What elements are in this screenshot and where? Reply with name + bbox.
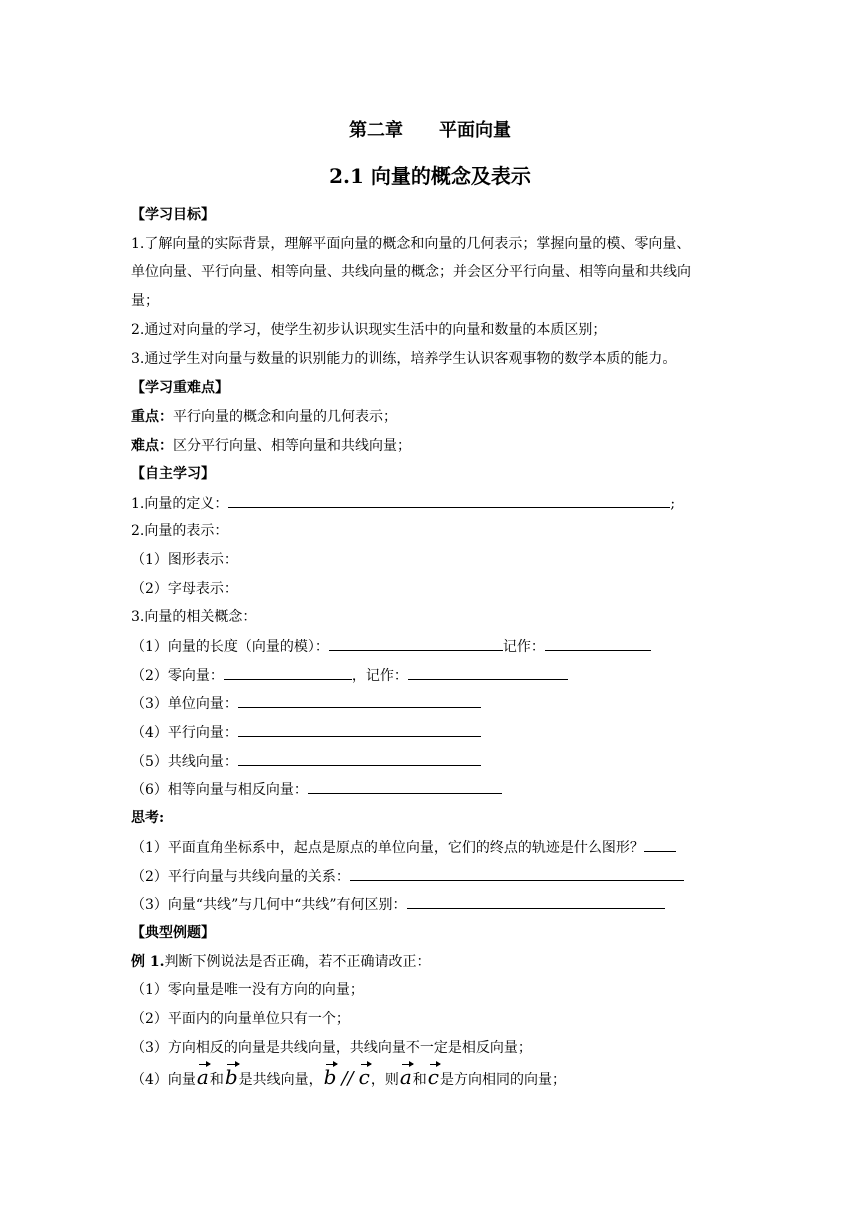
zero-notation-label: ，记作： [351, 668, 408, 684]
parallel-vector-blank[interactable] [238, 723, 481, 737]
think-question-3 [131, 895, 665, 914]
think-q3-text: （3）向量“共线”与几何中“共线”有何区别： [131, 897, 407, 913]
concept-parallel-vector [131, 723, 481, 742]
key-label: 重点： [131, 409, 173, 425]
difficult-point-line [131, 437, 411, 455]
difficult-text: 区分平行向量、相等向量和共线向量； [173, 438, 411, 454]
zero-vector-label: （2）零向量： [131, 668, 224, 684]
vector-a: a [196, 1065, 209, 1089]
key-points-heading: 【学习重难点】 [131, 380, 229, 396]
length-blank[interactable] [329, 637, 503, 651]
definition-blank[interactable] [228, 494, 670, 508]
goals-line-4: 2.通过对向量的学习，使学生初步认识现实生活中的向量和数量的本质区别； [131, 322, 607, 338]
s4-and-2: 和 [412, 1072, 427, 1088]
chapter-number: 第二章 [349, 120, 403, 141]
definition-label: 1.向量的定义： [131, 496, 229, 512]
goals-line-2: 单位向量、平行向量、相等向量、共线向量的概念；并会区分平行向量、相等向量和共线向 [131, 264, 691, 280]
length-notation-blank[interactable] [545, 637, 651, 651]
equal-opposite-label: （6）相等向量与相反向量： [131, 782, 308, 798]
definition-line [131, 494, 675, 513]
concept-equal-opposite [131, 780, 502, 799]
concept-collinear-vector [131, 752, 481, 771]
statement-4 [131, 1065, 566, 1089]
think-q2-blank[interactable] [350, 867, 684, 881]
unit-vector-label: （3）单位向量： [131, 696, 238, 712]
concept-length-label: （1）向量的长度（向量的模）： [131, 639, 329, 655]
self-study-heading: 【自主学习】 [131, 466, 215, 482]
key-text: 平行向量的概念和向量的几何表示； [173, 409, 397, 425]
think-heading: 思考: [131, 810, 165, 826]
unit-vector-blank[interactable] [238, 694, 481, 708]
think-q1-text: （1）平面直角坐标系中，起点是原点的单位向量，它们的终点的轨迹是什么图形？ [131, 840, 644, 856]
example-1-text: 判断下例说法是否正确，若不正确请改正： [164, 954, 431, 970]
statement-2: （2）平面内的向量单位只有一个； [131, 1011, 350, 1027]
definition-end: ; [670, 496, 676, 512]
think-q2-text: （2）平行向量与共线向量的关系： [131, 869, 350, 885]
goals-line-5: 3.通过学生对向量与数量的识别能力的训练，培养学生认识客观事物的数学本质的能力。 [131, 351, 677, 367]
vector-a-2: a [399, 1065, 412, 1089]
equal-opposite-blank[interactable] [308, 780, 502, 794]
chapter-title: 平面向量 [439, 120, 511, 141]
example-1-prompt [131, 953, 431, 971]
zero-notation-blank[interactable] [408, 666, 568, 680]
chapter-heading [0, 116, 860, 142]
vector-b-2: b [323, 1065, 337, 1089]
goals-line-3: 量； [131, 293, 159, 309]
s4-collinear: 是共线向量， [238, 1072, 323, 1088]
s4-then: ，则 [370, 1072, 399, 1088]
think-q1-blank[interactable] [644, 838, 676, 852]
s4-prefix: （4）向量 [131, 1072, 196, 1088]
representation-line: 2.向量的表示： [131, 523, 229, 539]
collinear-vector-blank[interactable] [238, 752, 481, 766]
parallel-symbol: // [341, 1068, 354, 1089]
vector-b: b [224, 1065, 238, 1089]
s4-and: 和 [209, 1072, 224, 1088]
examples-heading: 【典型例题】 [131, 925, 215, 941]
collinear-vector-label: （5）共线向量： [131, 754, 238, 770]
concept-unit-vector [131, 694, 481, 713]
concept-zero-vector [131, 666, 568, 685]
example-1-label: 例 1. [131, 954, 165, 970]
key-point-line [131, 408, 397, 426]
goals-heading: 【学习目标】 [131, 207, 215, 223]
statement-3: （3）方向相反的向量是共线向量，共线向量不一定是相反向量； [131, 1040, 532, 1056]
zero-vector-blank[interactable] [224, 666, 352, 680]
s4-suffix: 是方向相同的向量； [439, 1072, 566, 1088]
graphic-representation: （1）图形表示： [131, 552, 238, 568]
think-question-1 [131, 838, 676, 857]
goals-line-1: 1.了解向量的实际背景，理解平面向量的概念和向量的几何表示；掌握向量的模、零向量、 [131, 236, 691, 252]
vector-c: c [358, 1065, 370, 1089]
vector-c-2: c [427, 1065, 439, 1089]
related-concepts-line: 3.向量的相关概念： [131, 609, 257, 625]
section-title: 2.1 向量的概念及表示 [329, 164, 531, 188]
notation-label: 记作： [502, 639, 545, 655]
concept-length [131, 637, 651, 656]
letter-representation: （2）字母表示： [131, 581, 238, 597]
statement-1: （1）零向量是唯一没有方向的向量； [131, 982, 364, 998]
difficult-label: 难点： [131, 438, 173, 454]
think-q3-blank[interactable] [407, 895, 665, 909]
think-question-2 [131, 867, 684, 886]
parallel-vector-label: （4）平行向量： [131, 725, 238, 741]
